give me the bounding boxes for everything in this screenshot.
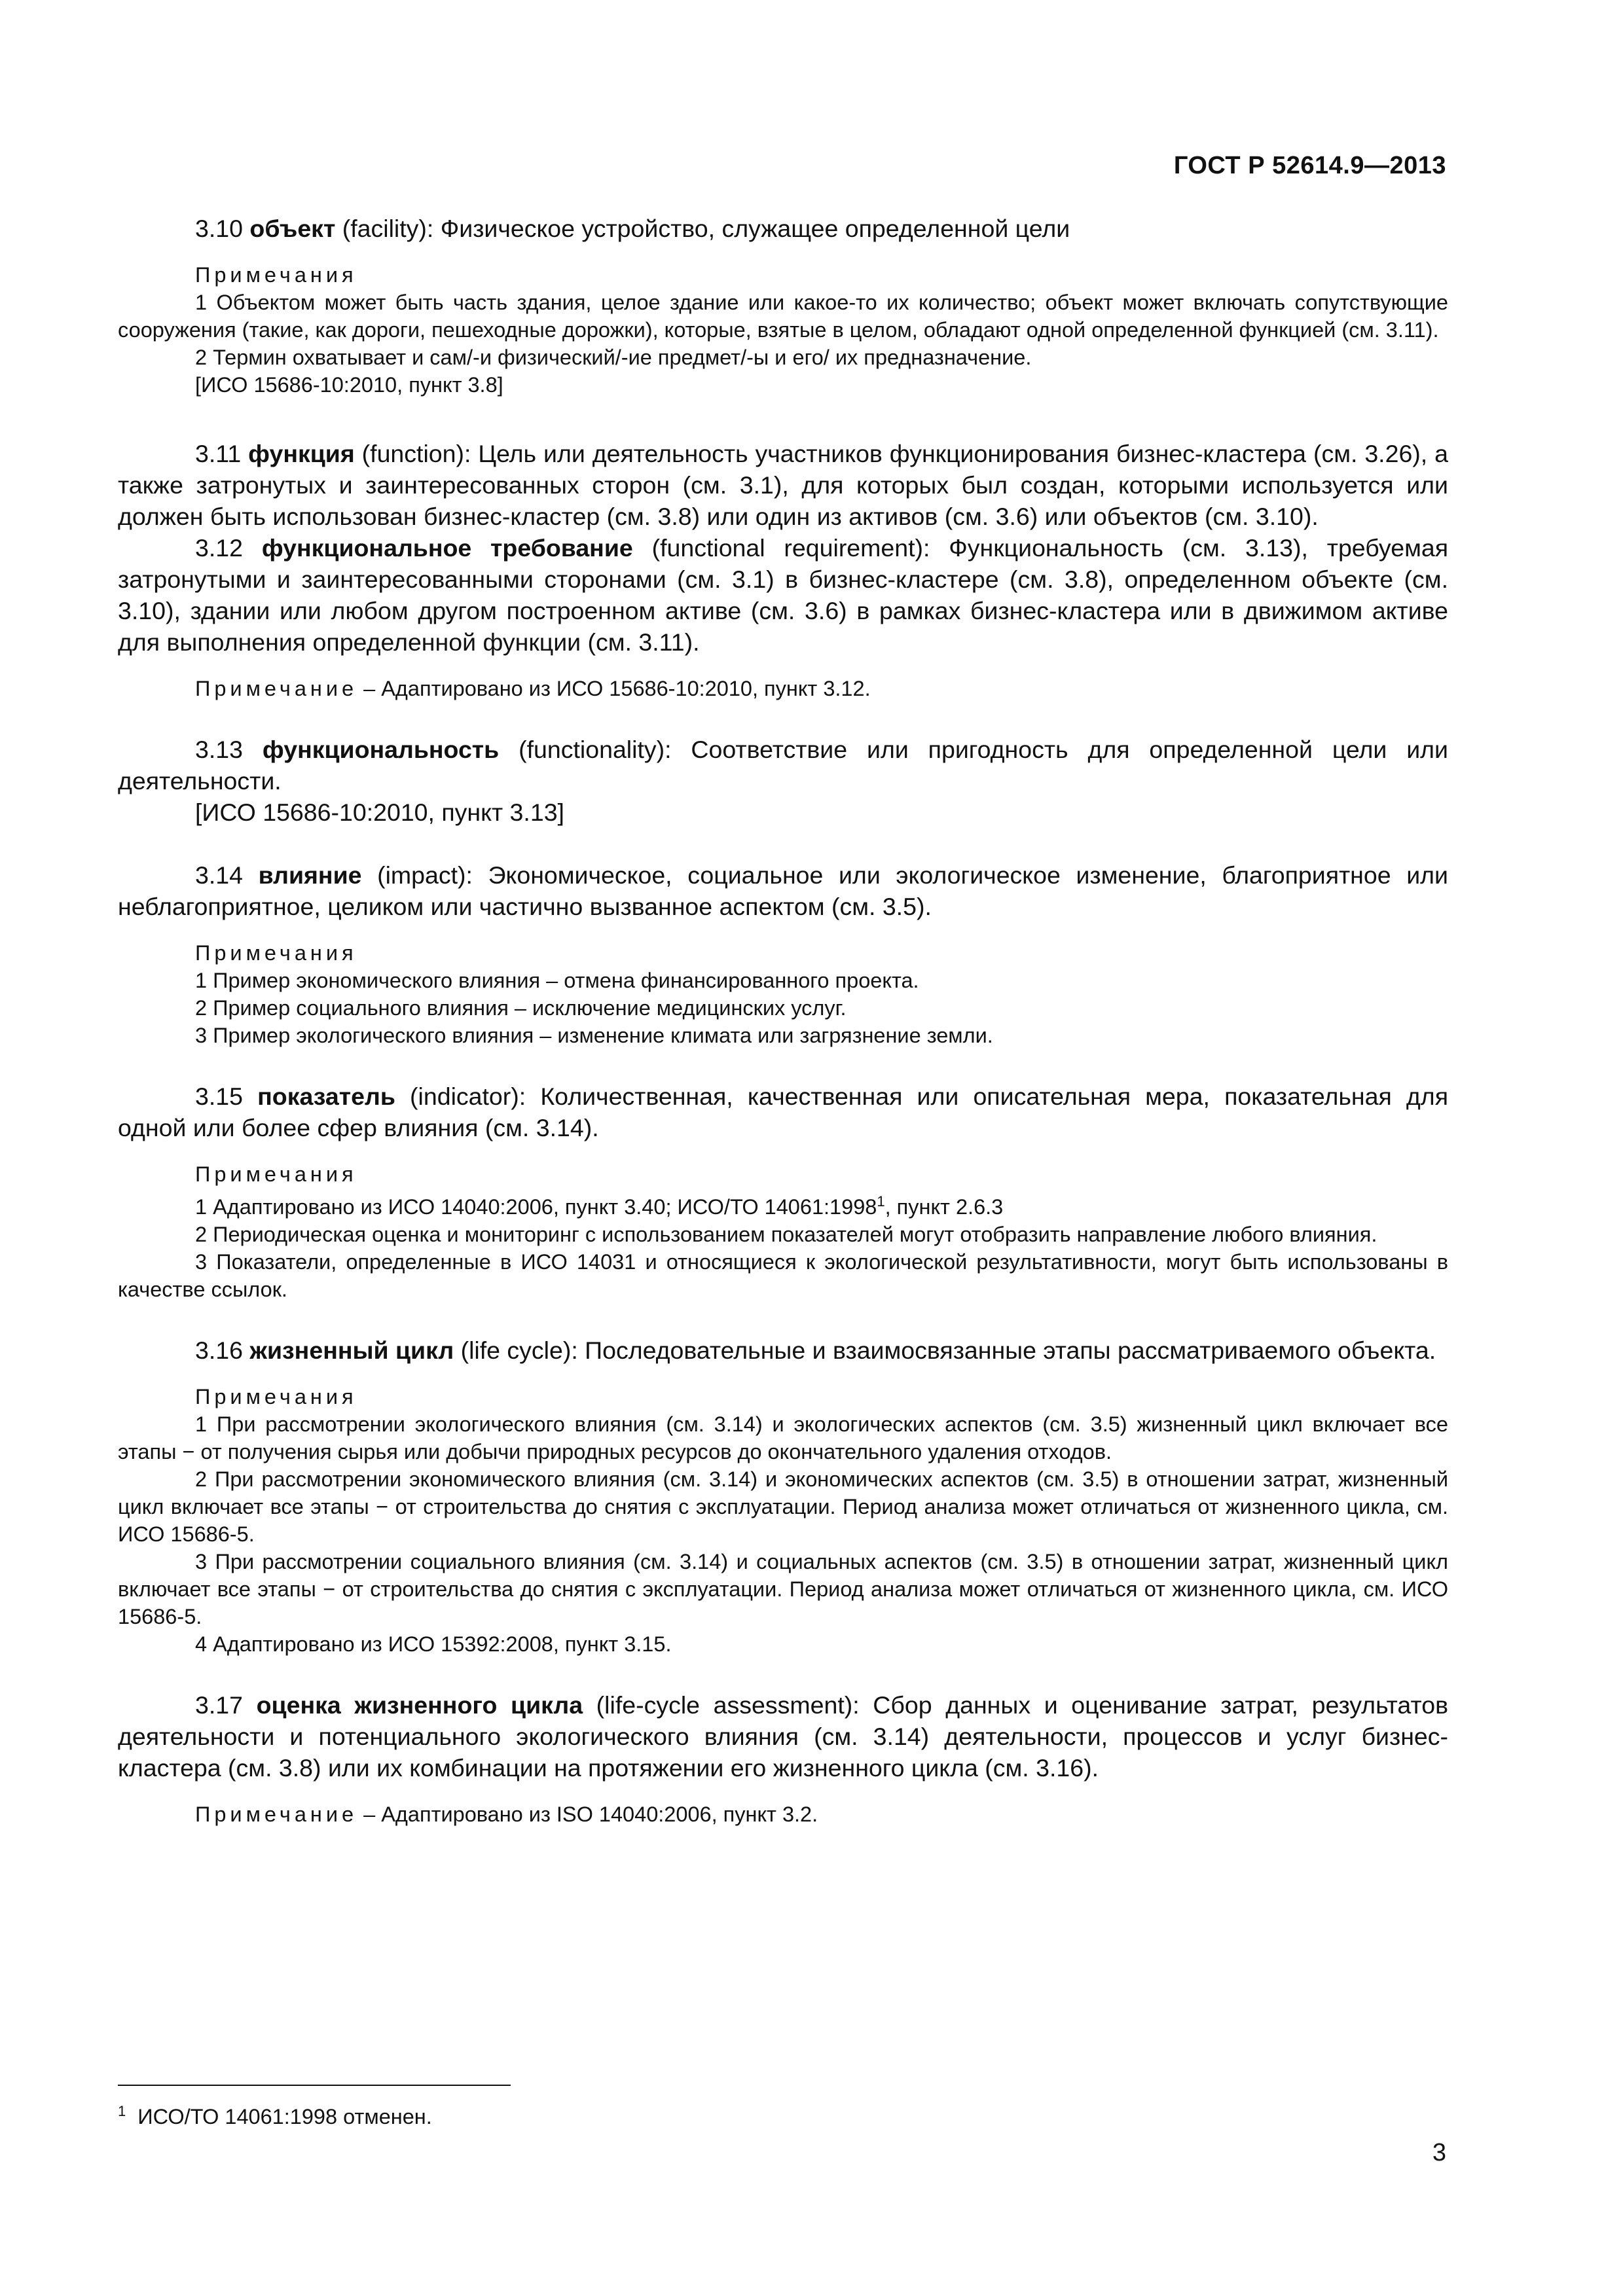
term-3-16 [118,1335,1448,1658]
note-text: 1 Адаптировано из ИСО 14040:2006, пункт 3.40; ИСО/ТО 14061:1998 [195,1195,877,1219]
notes-heading: Примечания [195,1162,357,1186]
term-definition [118,438,1448,532]
note-item: 1 Пример экономического влияния – отмена финансированного проекта. [195,969,919,992]
term-text: (functionality): Соответствие или пригодность для определенной цели или деятельности. [118,736,1449,795]
note-text: – Адаптировано из ISO 14040:2006, пункт 3.2. [357,1803,818,1826]
term-number: 3.13 [195,736,263,763]
source-reference: [ИСО 15686-10:2010, пункт 3.8] [195,373,503,397]
term-name: оценка жизненного цикла [256,1691,583,1719]
term-3-10 [118,213,1448,399]
term-definition [118,1335,1448,1366]
term-text: (functional requirement): Функциональность (см. 3.13), требуемая затронутыми и заинтересованными сторонами (см. 3.1) в бизнес-кластере (см. 3.8), определенном объекте (см. 3.10), здании или любом другом построенном активе (см. 3.6) в рамках бизнес-кластера или в движимом активе для выполнения определенной функции (см. 3.11). [118,534,1449,656]
term-definition [118,734,1448,797]
notes-heading: Примечания [195,1385,357,1408]
note-item [118,1188,1448,1221]
term-text: (impact): Экономическое, социальное или экологическое изменение, благоприятное или неблагоприятное, целиком или частично вызванное аспектом (см. 3.5). [118,861,1449,920]
notes-heading: Примечания [195,941,357,965]
note-item: 4 Адаптировано из ИСО 15392:2008, пункт 3.15. [195,1632,672,1656]
note-item: 3 Показатели, определенные в ИСО 14031 и относящиеся к экологической результативности, могут быть использованы в качестве ссылок. [118,1250,1448,1301]
source-reference: [ИСО 15686-10:2010, пункт 3.13] [195,798,564,826]
term-definition [118,1689,1448,1784]
note-item: 1 При рассмотрении экологического влияния (см. 3.14) и экологических аспектов (см. 3.5) жизненный цикл включает все этапы − от получения сырья или добычи природных ресурсов до окончательного удаления отходов. [118,1412,1448,1463]
term-3-12 [118,532,1448,702]
footnote-marker: 1 [118,2103,126,2119]
term-name: показатель [257,1083,395,1110]
note-item: 2 Пример социального влияния – исключение медицинских услуг. [195,996,847,1020]
term-text: (life cycle): Последовательные и взаимосвязанные этапы рассматриваемого объекта. [454,1336,1436,1364]
document-header: ГОСТ Р 52614.9—2013 [1173,152,1446,179]
term-text: (facility): Физическое устройство, служащее определенной цели [335,215,1070,242]
note-item: 2 Периодическая оценка и мониторинг с использованием показателей могут отобразить направление любого влияния. [195,1223,1377,1246]
term-name: жизненный цикл [249,1336,454,1364]
note-label: Примечание [195,677,358,700]
term-3-14 [118,859,1448,1049]
term-name: объект [249,215,336,242]
term-number: 3.14 [195,861,259,889]
note-item: 2 При рассмотрении экономического влияния (см. 3.14) и экономических аспектов (см. 3.5) в отношении затрат, жизненный цикл включает все этапы − от строительства до снятия с эксплуатации. Период анализа может отличаться от жизненного цикла, см. ИСО 15686-5. [118,1467,1448,1546]
note-item [118,1801,1448,1828]
term-3-17 [118,1689,1448,1828]
term-text: (function): Цель или деятельность участников функционирования бизнес-кластера (см. 3.26), а также затронутых и заинтересованных сторон (см. 3.1), для которых был создан, которыми используется или должен быть использован бизнес-кластер (см. 3.8) или один из активов (см. 3.6) или объектов (см. 3.10). [118,440,1448,530]
term-name: функциональность [262,736,500,763]
term-3-15 [118,1081,1448,1303]
term-definition [118,859,1448,922]
term-3-11 [118,438,1448,532]
term-number: 3.17 [195,1691,257,1719]
term-definition [118,213,1448,244]
notes-heading: Примечания [195,263,357,287]
note-text: , пункт 2.6.3 [884,1195,1004,1219]
note-label: Примечание [195,1803,358,1826]
term-number: 3.10 [195,215,250,242]
footnote-divider [118,2085,511,2086]
term-text: (life-cycle assessment): Сбор данных и оценивание затрат, результатов деятельности и потенциального экологического влияния (см. 3.14) деятельности, процессов и услуг бизнес-кластера (см. 3.8) или их комбинации на протяжении его жизненного цикла (см. 3.16). [118,1691,1448,1782]
note-text: – Адаптировано из ИСО 15686-10:2010, пункт 3.12. [357,677,871,700]
term-number: 3.16 [195,1336,250,1364]
note-item: 2 Термин охватывает и сам/-и физический/-ие предмет/-ы и его/ их предназначение. [195,346,1032,369]
note-item: 3 Пример экологического влияния – изменение климата или загрязнение земли. [195,1024,993,1047]
term-definition [118,532,1448,658]
term-text: (indicator): Количественная, качественная или описательная мера, показательная для одной или более сфер влияния (см. 3.14). [118,1083,1448,1141]
term-name: функция [248,440,355,467]
footnote-marker: 1 [877,1193,885,1210]
footnote-text: ИСО/ТО 14061:1998 отменен. [137,2105,432,2128]
term-number: 3.11 [195,440,249,467]
note-item: 1 Объектом может быть часть здания, целое здание или какое-то их количество; объект может включать сопутствующие сооружения (такие, как дороги, пешеходные дорожки), которые, взятые в целом, обладают одной определенной функцией (см. 3.11). [118,291,1448,342]
note-item: 3 При рассмотрении социального влияния (см. 3.14) и социальных аспектов (см. 3.5) в отношении затрат, жизненный цикл включает все этапы − от строительства до снятия с эксплуатации. Период анализа может отличаться от жизненного цикла, см. ИСО 15686-5. [118,1550,1448,1628]
footnote [118,2098,432,2130]
document-body [118,213,1448,1828]
term-definition [118,1081,1448,1143]
term-name: функциональное требование [261,534,633,562]
term-number: 3.12 [195,534,262,562]
page-number: 3 [1432,2139,1446,2166]
term-3-13 [118,734,1448,828]
note-item [118,675,1448,702]
term-number: 3.15 [195,1083,258,1110]
term-name: влияние [258,861,362,889]
